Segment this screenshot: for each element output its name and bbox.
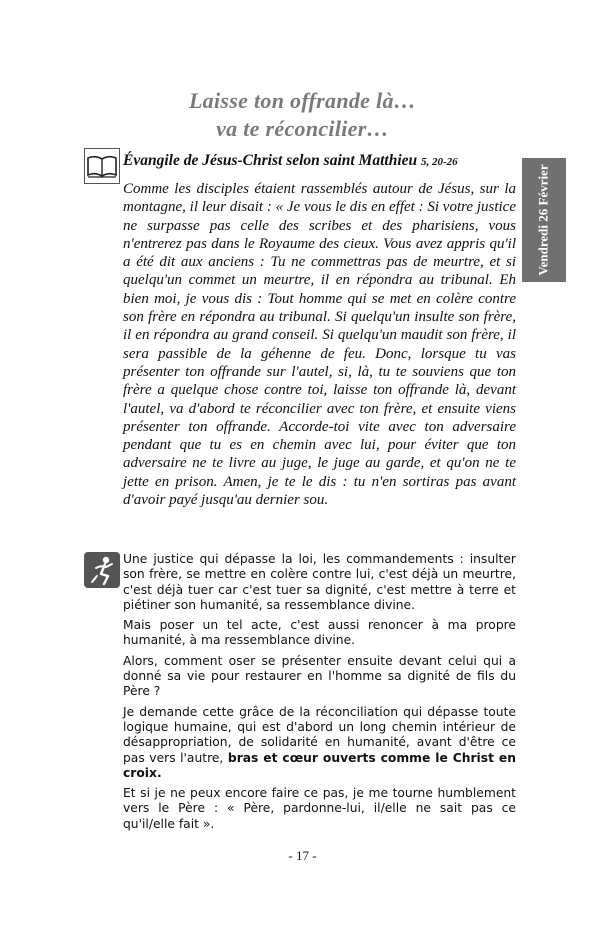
gospel-heading-text: Évangile de Jésus-Christ selon saint Matthieu: [123, 152, 418, 169]
title-line-1: Laisse ton offrande là…: [188, 88, 417, 113]
page-number: - 17 -: [288, 848, 317, 863]
title-line-2: va te réconcilier…: [216, 116, 389, 141]
date-label: Vendredi 26 Février: [536, 164, 551, 276]
gospel-reference: 5, 20-26: [421, 156, 458, 168]
date-side-tab: [522, 158, 566, 282]
gospel-text: Comme les disciples étaient rassemblés autour de Jésus, sur la montagne, il leur disait : « Je vous le dis en effet : Si votre justice ne surpasse pas celle des scribes et des pharisiens, vous n'entrerez pas dans le Royaume des cieux. Vous avez appris qu'il a été dit aux anciens : Tu ne commettras pas de meurtre, et si quelqu'un commet un meurtre, il en répondra au tribunal. Eh bien moi, je vous dis : Tout homme qui se met en colère contre son frère en répondra au tribunal. Si quelqu'un insulte son frère, il en répondra au grand conseil. Si quelqu'un maudit son frère, il sera passible de la géhenne de feu. Donc, lorsque tu vas présenter ton offrande sur l'autel, si, là, tu te souviens que ton frère a quelque chose contre toi, laisse ton offrande là, devant l'autel, va d'abord te réconcilier avec ton frère, et ensuite viens présenter ton offrande. Accorde-toi vite avec ton adversaire pendant que tu es en chemin avec lui, pour éviter que ton adversaire ne te livre au juge, le juge au garde, et qu'on ne te jette en prison. Amen, je te le dis : tu n'en sortiras pas avant d'avoir payé jusqu'au dernier sou.: [123, 181, 516, 509]
meditation-paragraph-4-bold: bras et cœur ouverts comme le Christ en croix.: [123, 750, 516, 780]
meditation-paragraph-1: Une justice qui dépasse la loi, les commandements : insulter son frère, se mettre en colère contre lui, c'est déjà un meurtre, c'est déjà tuer car c'est tuer sa dignité, c'est mettre à terre et piétiner son humanité, sa ressemblance divine.: [123, 552, 516, 612]
meditation-paragraph-3: Alors, comment oser se présenter ensuite devant celui qui a donné sa vie pour restaurer en l'homme sa dignité de fils du Père ?: [123, 653, 516, 699]
meditation-paragraph-4-text: Je demande cette grâce de la réconciliation qui dépasse toute logique humaine, qui est d'abord un long chemin intérieur de désappropriation, de solidarité en humanité, avant d'être ce pas vers l'autre,: [123, 704, 516, 765]
meditation-paragraph-5: Et si je ne peux encore faire ce pas, je me tourne humblement vers le Père : « Père, pardonne-lui, il/elle ne sait pas ce qu'il/elle fait ».: [123, 786, 516, 831]
meditation-figure-icon: [84, 552, 120, 588]
open-book-icon: [84, 148, 120, 184]
meditation-text: [123, 552, 516, 837]
meditation-paragraph-2: Mais poser un tel acte, c'est aussi renoncer à ma propre humanité, à ma ressemblance divine.: [123, 618, 516, 648]
gospel-heading: [123, 152, 523, 170]
meditation-paragraph-4: [123, 705, 516, 781]
